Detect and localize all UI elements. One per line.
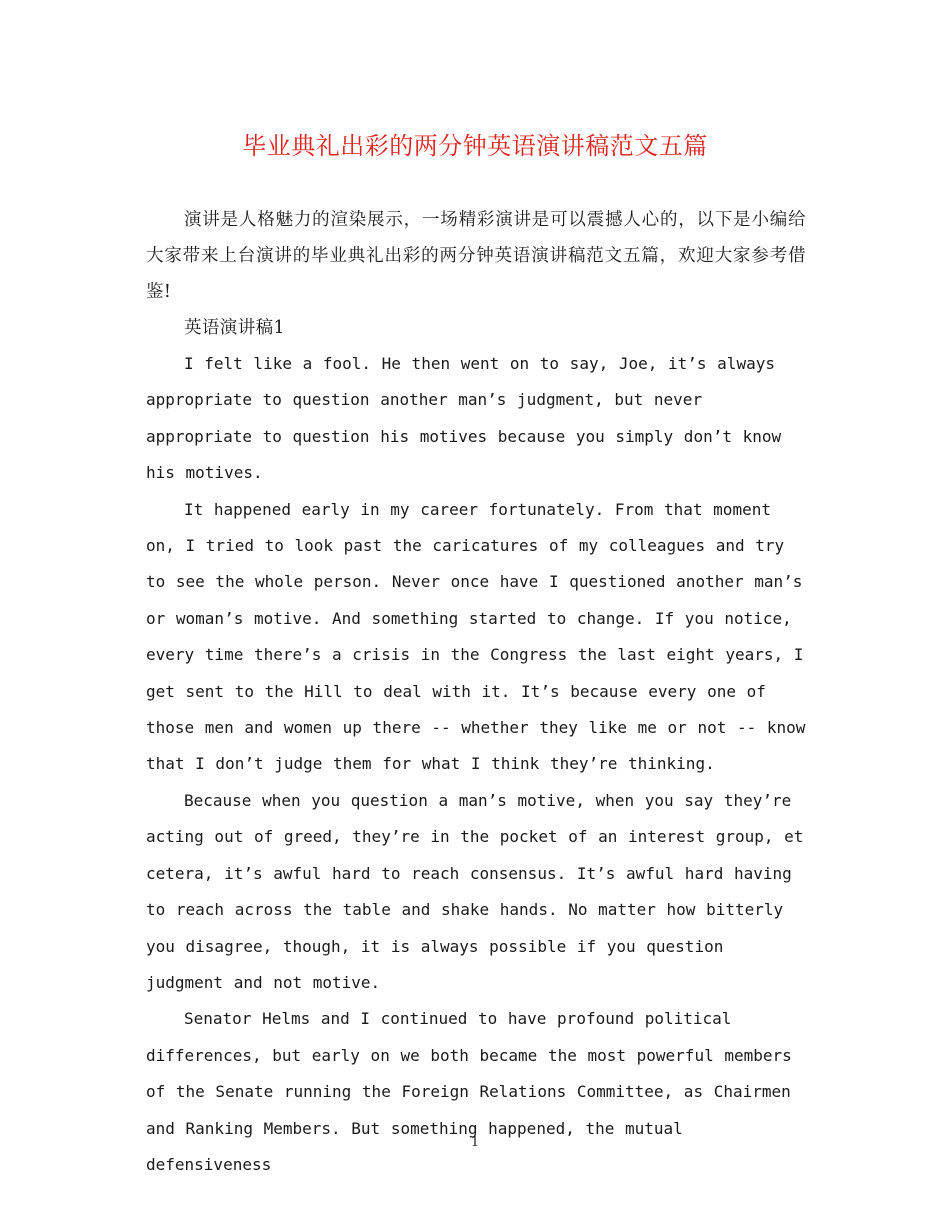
- section-heading: 英语演讲稿1: [184, 318, 286, 338]
- page-number: 1: [470, 1135, 480, 1150]
- body-paragraph-1: I felt like a fool. He then went on to say, Joe, it’s always appropriate to question another man’s judgment, but never appropriate to question his motives because you simply don’t know his motives.: [146, 354, 782, 483]
- body-paragraph-4: Senator Helms and I continued to have profound political differences, but early on we both became the most powerful members of the Senate running the Foreign Relations Committee, as Chairmen and Ranking Members. But something happened, the mutual defensiveness: [146, 1009, 792, 1174]
- body-paragraph-3: Because when you question a man’s motive, when you say they’re acting out of greed, they’re in the pocket of an interest group, et cetera, it’s awful hard to reach consensus. It’s awful hard having to reach across the table and shake hands. No matter how bitterly you disagree, though, it is always possible if you question judgment and not motive.: [146, 790, 804, 992]
- intro-paragraph: 演讲是人格魅力的渲染展示，一场精彩演讲是可以震撼人心的，以下是小编给大家带来上台演讲的毕业典礼出彩的两分钟英语演讲稿范文五篇，欢迎大家参考借鉴!: [146, 210, 806, 302]
- document-title: 毕业典礼出彩的两分钟英语演讲稿范文五篇: [242, 132, 708, 160]
- body-paragraph-2: It happened early in my career fortunately. From that moment on, I tried to look past the caricatures of my colleagues and try to see the whole person. Never once have I questioned another man’s or woman’s motive. And something started to change. If you notice, every time there’s a crisis in the Congress the last eight years, I get sent to the Hill to deal with it. It’s because every one of those men and women up there -- whether they like me or not -- know that I don’t judge them for what I think they’re thinking.: [146, 499, 806, 774]
- document-body: [146, 202, 806, 1183]
